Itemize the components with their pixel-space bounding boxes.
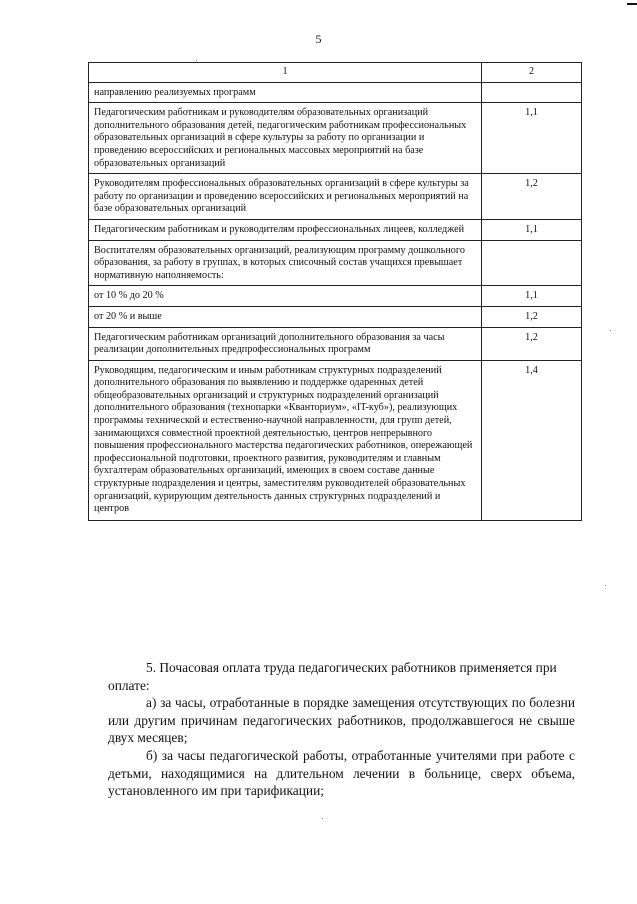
page-number: 5 — [315, 32, 322, 46]
row-coefficient: 1,1 — [482, 103, 582, 174]
table-row — [89, 360, 582, 520]
row-description: Воспитателям образовательных организаций, реализующим программу дошкольного образования, за работу в группах, в которых списочный состав учащихся превышает нормативную наполняемость: — [89, 240, 482, 286]
table-row — [89, 240, 582, 286]
row-description: Педагогическим работникам организаций дополнительного образования за часы реализации дополнительных предпрофессиональных программ — [89, 327, 482, 360]
paragraph-5-continuation: оплате: — [108, 677, 150, 693]
row-description: направлению реализуемых программ — [89, 82, 482, 103]
table-row — [89, 103, 582, 174]
scan-speck — [196, 60, 197, 61]
row-coefficient: 1,4 — [482, 360, 582, 520]
body-text — [108, 659, 575, 800]
row-coefficient: 1,2 — [482, 174, 582, 220]
row-description: Педагогическим работникам и руководителям профессиональных лицеев, колледжей — [89, 219, 482, 240]
scan-speck — [605, 585, 606, 586]
row-description: Руководителям профессиональных образовательных организаций в сфере культуры за работу по организации и проведению всероссийских и региональных мероприятий на базе образовательных организаций — [89, 174, 482, 220]
row-description: Руководящим, педагогическим и иным работникам структурных подразделений дополнительного образования по выявлению и поддержке одаренных детей общеобразовательных организаций и структурных подразделений организаций дополнительного образования (технопарки «Кванториум», «IT-куб»), реализующих программы технической и естественно-научной направленности, для групп детей, занимающихся совместной проектной деятельностью, центров непрерывного повышения профессионального мастерства педагогических работников, опережающей профессиональной подготовки, проектного развития, руководителям и главным бухгалтерам образовательных организаций, имеющих в своем составе данные структурные подразделения и центры, заместителям руководителей образовательных организаций, курирующим деятельность данных структурных подразделений и центров — [89, 360, 482, 520]
scan-edge-mark — [627, 3, 637, 5]
row-coefficient: 1,2 — [482, 306, 582, 327]
row-coefficient — [482, 240, 582, 286]
scan-speck — [322, 818, 323, 819]
table-row — [89, 174, 582, 220]
row-coefficient: 1,1 — [482, 219, 582, 240]
row-coefficient: 1,2 — [482, 327, 582, 360]
paragraph-a: а) за часы, отработанные в порядке замещения отсутствующих по болезни или другим причинам педагогических работников, продолжавшегося не свыше двух месяцев; — [108, 695, 575, 746]
row-coefficient: 1,1 — [482, 286, 582, 307]
table-row — [89, 82, 582, 103]
row-description: Педагогическим работникам и руководителям образовательных организаций дополнительного образования детей, педагогическим работникам профессиональных образовательных организаций в сфере культуры за работу по организации и проведению всероссийских и региональных массовых мероприятий на базе образовательных организаций — [89, 103, 482, 174]
coefficient-table — [88, 62, 582, 521]
column-header-2: 2 — [482, 63, 582, 83]
scan-speck — [610, 330, 611, 331]
table-row — [89, 306, 582, 327]
row-description: от 10 % до 20 % — [89, 286, 482, 307]
table-row — [89, 327, 582, 360]
paragraph-5: 5. Почасовая оплата труда педагогических работников применяется при — [146, 660, 557, 675]
table-row — [89, 219, 582, 240]
row-description: от 20 % и выше — [89, 306, 482, 327]
table-row — [89, 286, 582, 307]
column-header-1: 1 — [89, 63, 482, 83]
row-coefficient — [482, 82, 582, 103]
table-header-row — [89, 63, 582, 83]
paragraph-b: б) за часы педагогической работы, отработанные учителями при работе с детьми, находящимися на длительном лечении в больнице, сверх объема, установленного им при тарификации; — [108, 747, 575, 799]
